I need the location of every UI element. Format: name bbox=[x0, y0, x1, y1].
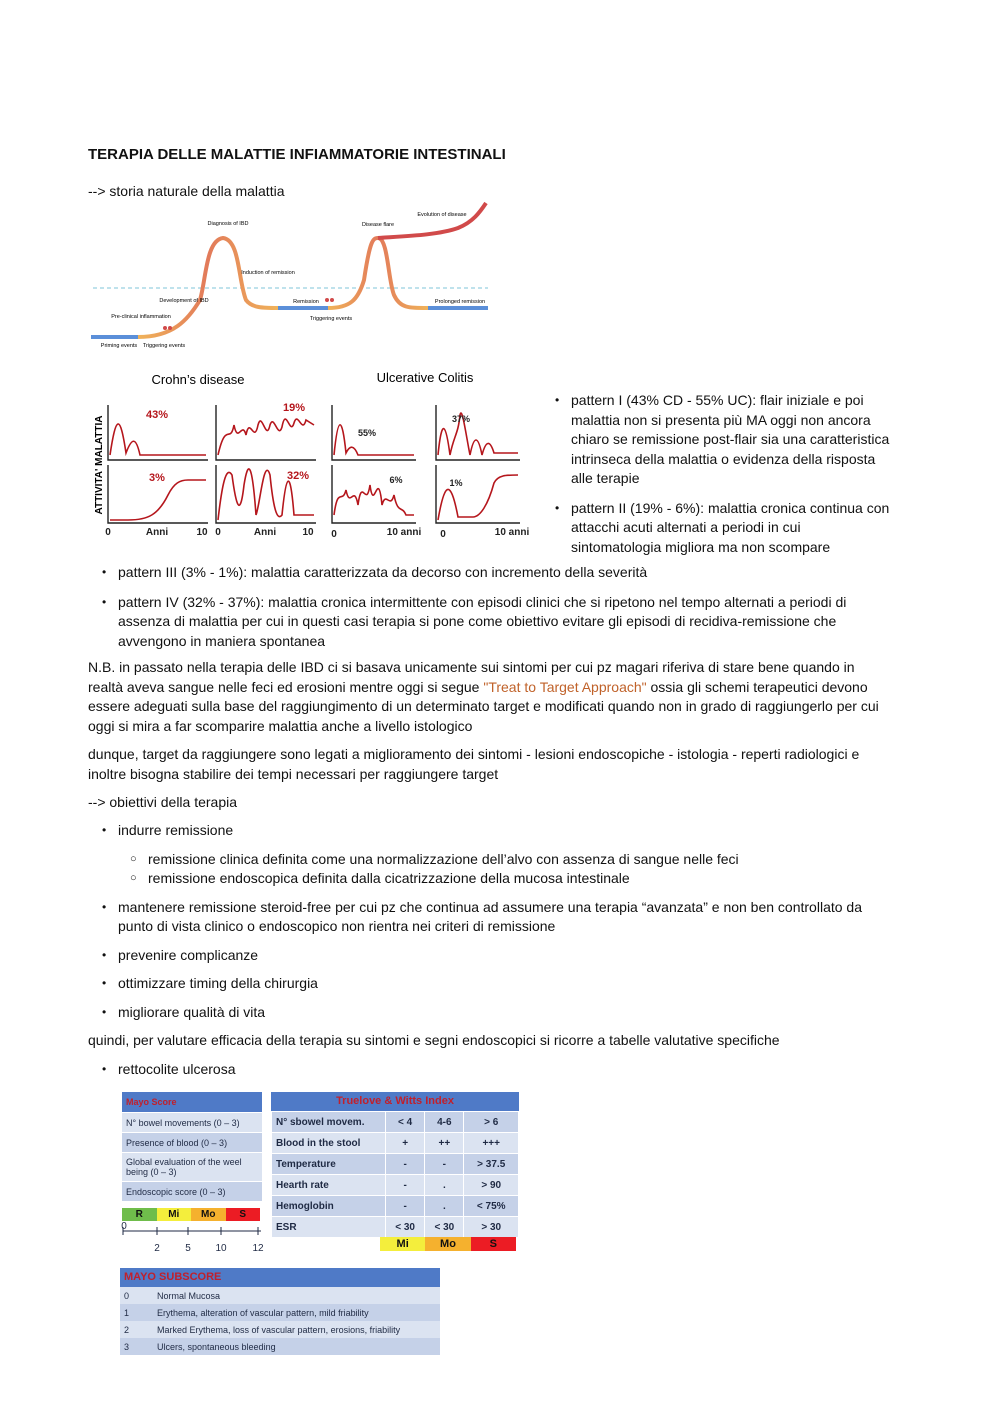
crohn-title: Crohn’s disease bbox=[151, 372, 245, 387]
uc-pct-3: 6% bbox=[389, 475, 403, 485]
treat-to-target-highlight: "Treat to Target Approach" bbox=[483, 678, 647, 695]
truelove-row bbox=[272, 1154, 519, 1175]
truelove-value: + bbox=[386, 1133, 425, 1154]
truelove-parameter: Blood in the stool bbox=[272, 1133, 386, 1154]
uc-axis-10a: 10 anni bbox=[386, 527, 422, 538]
truelove-value: > 30 bbox=[464, 1217, 519, 1238]
truelove-severity-scale bbox=[380, 1237, 516, 1251]
subscore-grade: 1 bbox=[124, 1307, 130, 1318]
subscore-grade: 0 bbox=[124, 1290, 130, 1301]
cd-axis-10b: 10 bbox=[302, 527, 314, 538]
subscore-grade: 2 bbox=[124, 1324, 130, 1335]
disease-patterns-figure bbox=[88, 365, 538, 545]
truelove-value: < 30 bbox=[425, 1217, 464, 1238]
truelove-row bbox=[272, 1196, 519, 1217]
goals-list bbox=[88, 821, 893, 1022]
truelove-parameter: Hearth rate bbox=[272, 1175, 386, 1196]
label-remission: Remission bbox=[293, 299, 319, 305]
cd-axis-0b: 0 bbox=[215, 527, 221, 538]
label-evolution: Evolution of disease bbox=[417, 212, 467, 218]
subscore-grade: 3 bbox=[124, 1341, 130, 1352]
scale-mild: Mi bbox=[157, 1208, 192, 1221]
truelove-value: . bbox=[425, 1196, 464, 1217]
cd-pct-1: 43% bbox=[145, 409, 169, 421]
subscore-description: Erythema, alteration of vascular pattern, mild friability bbox=[157, 1307, 369, 1318]
section-heading-goals: --> obiettivi della terapia bbox=[88, 794, 238, 810]
truelove-value: 4-6 bbox=[425, 1112, 464, 1133]
goal-induce-remission: • indurre remissione bbox=[88, 821, 893, 841]
tick-12: 12 bbox=[252, 1243, 264, 1254]
label-development: Development of IBD bbox=[159, 298, 209, 304]
pattern-2: • pattern II (19% - 6%): malattia cronica continua con attacchi acuti alternati a periodi in cui sintomatologia migliora ma non scompare bbox=[541, 499, 891, 558]
pattern-1: • pattern I (43% CD - 55% UC): flair iniziale e poi malattia non si presenta più MA oggi non ancora chiaro se remissione post-flair sia una caratteristica intrinseca della malattia o evidenza della risposta alle terapie bbox=[541, 391, 891, 489]
goal-surgery-timing: • ottimizzare timing della chirurgia bbox=[88, 974, 893, 994]
subscore-row bbox=[120, 1321, 440, 1338]
nb-paragraph bbox=[88, 658, 893, 736]
section-heading-history: --> storia naturale della malattia bbox=[88, 183, 285, 199]
truelove-value: - bbox=[386, 1196, 425, 1217]
cd-pct-2: 19% bbox=[282, 402, 306, 414]
uc-axis-0a: 0 bbox=[331, 529, 337, 540]
nb-text-post: ossia gli schemi terapeutici devono essere adeguati sulla base del raggiungimento di un determinato target e modificati quando non in grado di raggiungerlo per cui oggi si mira a far scomparire malattia anche a livello istologico bbox=[88, 678, 879, 734]
uc-axis-0b: 0 bbox=[440, 529, 446, 540]
mayo-row: N° bowel movements (0 – 3) bbox=[122, 1113, 262, 1133]
truelove-witts-table bbox=[271, 1092, 519, 1238]
truelove-parameter: Hemoglobin bbox=[272, 1196, 386, 1217]
cd-pct-3: 3% bbox=[149, 472, 165, 484]
rcu-item: • rettocolite ulcerosa bbox=[88, 1060, 236, 1080]
truelove-value: > 6 bbox=[464, 1112, 519, 1133]
label-priming: Priming events bbox=[100, 343, 138, 349]
tw-scale-severe: S bbox=[471, 1237, 516, 1251]
truelove-value: > 90 bbox=[464, 1175, 519, 1196]
truelove-value: < 30 bbox=[386, 1217, 425, 1238]
label-disease-flare: Disease flare bbox=[361, 222, 395, 228]
pattern-4: • pattern IV (32% - 37%): malattia cronica intermittente con episodi clinici che si ripetono nel tempo alternati a periodi di assenza di malattia per cui in questi casi terapia si pone come obiettivo evitare gli episodi di recidiva-remissione che avvengono in maniera spontanea bbox=[88, 593, 893, 652]
uc-pct-4: 1% bbox=[449, 478, 463, 488]
evolution-curve bbox=[378, 203, 486, 238]
patterns-list bbox=[88, 563, 893, 651]
subscore-description: Normal Mucosa bbox=[157, 1290, 221, 1301]
target-paragraph: dunque, target da raggiungere sono legati a miglioramento dei sintomi - lesioni endoscopiche - istologia - reperti radiologici e inoltre bisogna stabilire dei tempi necessari per raggiungere target bbox=[88, 746, 860, 782]
nb-text-pre: N.B. in passato nella terapia delle IBD ci si basava unicamente sui sintomi per cui pz magari riferiva di stare bene quando in realtà aveva sangue nelle feci ed erosioni mentre oggi si segue bbox=[88, 659, 855, 695]
tw-scale-moderate: Mo bbox=[425, 1237, 470, 1251]
truelove-value: . bbox=[425, 1175, 464, 1196]
truelove-value: ++ bbox=[425, 1133, 464, 1154]
page-title: TERAPIA DELLE MALATTIE INFIAMMATORIE INTESTINALI bbox=[88, 146, 506, 163]
natural-history-diagram bbox=[88, 200, 498, 370]
truelove-value: +++ bbox=[464, 1133, 519, 1154]
mayo-subscore-table bbox=[120, 1268, 440, 1355]
tick-5: 5 bbox=[185, 1243, 191, 1254]
label-triggering-1: Triggering events bbox=[142, 343, 186, 349]
subscore-description: Ulcers, spontaneous bleeding bbox=[157, 1341, 276, 1352]
cd-axis-anni-b: Anni bbox=[253, 527, 277, 538]
truelove-parameter: Temperature bbox=[272, 1154, 386, 1175]
label-triggering-2: Triggering events bbox=[309, 316, 353, 322]
truelove-value: - bbox=[386, 1175, 425, 1196]
label-induction: Induction of remission bbox=[241, 270, 295, 276]
truelove-parameter: N° sbowel movem. bbox=[272, 1112, 386, 1133]
truelove-header: Truelove & Witts Index bbox=[271, 1092, 519, 1111]
pattern-3: • pattern III (3% - 1%): malattia caratterizzata da decorso con incremento della severità bbox=[88, 563, 893, 583]
scale-severe: S bbox=[226, 1208, 261, 1221]
label-prolonged: Prolonged remission bbox=[434, 299, 486, 305]
truelove-value: > 37.5 bbox=[464, 1154, 519, 1175]
truelove-value: - bbox=[386, 1154, 425, 1175]
truelove-value: < 75% bbox=[464, 1196, 519, 1217]
mayo-row: Presence of blood (0 – 3) bbox=[122, 1133, 262, 1153]
truelove-row bbox=[272, 1175, 519, 1196]
mayo-row: Global evaluation of the weel being (0 – 3) bbox=[122, 1153, 262, 1182]
scale-remission: R bbox=[122, 1208, 157, 1221]
goal-quality-of-life: • migliorare qualità di vita bbox=[88, 1003, 893, 1023]
cd-pct-4: 32% bbox=[286, 470, 310, 482]
label-preclinical: Pre-clinical inflammation bbox=[111, 314, 171, 320]
uc-pct-2: 37% bbox=[451, 414, 471, 424]
goal-maintain: • mantenere remissione steroid-free per cui pz che continua ad assumere una terapia “avanzata” e non ben controllato da punto di vista clinico o endoscopico non rientra nei criteri di remissione bbox=[88, 898, 893, 937]
cd-axis-10a: 10 bbox=[196, 527, 208, 538]
truelove-row bbox=[272, 1112, 519, 1133]
patterns-list-right bbox=[541, 391, 891, 557]
scale-moderate: Mo bbox=[191, 1208, 226, 1221]
y-axis-label: ATTIVITA' MALATTIA bbox=[94, 415, 105, 515]
subscore-row bbox=[120, 1338, 440, 1355]
mayo-score-table bbox=[122, 1092, 262, 1202]
subgoal-clinical: ○ remissione clinica definita come una normalizzazione dell’alvo con assenza di sangue nelle feci bbox=[88, 850, 893, 870]
tick-10: 10 bbox=[215, 1243, 227, 1254]
subscore-row bbox=[120, 1287, 440, 1304]
subscore-row bbox=[120, 1304, 440, 1321]
subgoal-endoscopic: ○ remissione endoscopica definita dalla cicatrizzazione della mucosa intestinale bbox=[88, 869, 893, 889]
tick-2: 2 bbox=[154, 1243, 160, 1254]
rcu-list bbox=[88, 1060, 236, 1080]
subscore-description: Marked Erythema, loss of vascular pattern, erosions, friability bbox=[157, 1324, 401, 1335]
uc-pct-1: 55% bbox=[357, 428, 377, 438]
tick-0: 0 bbox=[121, 1221, 127, 1232]
uc-axis-10b: 10 anni bbox=[494, 527, 530, 538]
mayo-scale-axis bbox=[118, 1219, 268, 1255]
mayo-row: Endoscopic score (0 – 3) bbox=[122, 1182, 262, 1202]
quindi-paragraph: quindi, per valutare efficacia della terapia su sintomi e segni endoscopici si ricorre a tabelle valutative specifiche bbox=[88, 1032, 780, 1048]
cd-axis-anni-a: Anni bbox=[145, 527, 169, 538]
label-diagnosis: Diagnosis of IBD bbox=[207, 221, 249, 227]
cd-axis-0a: 0 bbox=[105, 527, 111, 538]
goal-complications: • prevenire complicanze bbox=[88, 946, 893, 966]
truelove-parameter: ESR bbox=[272, 1217, 386, 1238]
second-flare-curve bbox=[328, 238, 428, 308]
subscore-header: MAYO SUBSCORE bbox=[120, 1268, 440, 1287]
truelove-row bbox=[272, 1217, 519, 1238]
truelove-row bbox=[272, 1133, 519, 1154]
truelove-value: < 4 bbox=[386, 1112, 425, 1133]
uc-title: Ulcerative Colitis bbox=[376, 370, 474, 385]
mayo-header: Mayo Score bbox=[122, 1092, 262, 1113]
tw-scale-mild: Mi bbox=[380, 1237, 425, 1251]
truelove-value: - bbox=[425, 1154, 464, 1175]
